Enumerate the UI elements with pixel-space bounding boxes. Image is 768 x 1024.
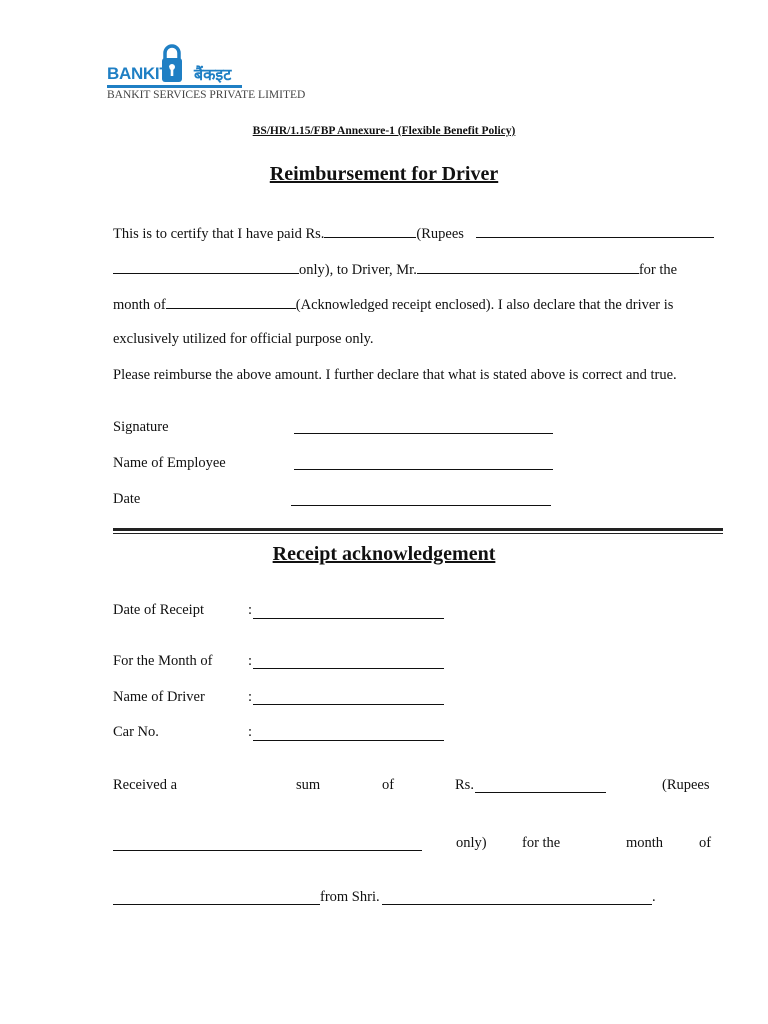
employee-name-label: Name of Employee bbox=[113, 455, 226, 471]
certify-line-1 bbox=[113, 223, 464, 243]
rupees-label: (Rupees bbox=[416, 226, 464, 242]
signature-label: Signature bbox=[113, 419, 169, 435]
receipt-amount-field[interactable] bbox=[475, 792, 606, 793]
receipt-rupees-in-words-field[interactable] bbox=[113, 850, 422, 851]
of-text-2: of bbox=[699, 835, 712, 851]
receipt-title: Receipt acknowledgement bbox=[272, 543, 496, 565]
acknowledged-text: (Acknowledged receipt enclosed). I also declare that the driver is bbox=[295, 297, 674, 313]
for-the-text: for the bbox=[638, 262, 678, 278]
period-text: . bbox=[652, 889, 656, 905]
name-of-driver-field[interactable] bbox=[253, 704, 444, 705]
colon: : bbox=[248, 724, 253, 740]
colon: : bbox=[248, 653, 253, 669]
of-text: of bbox=[382, 777, 395, 793]
signature-field[interactable] bbox=[294, 433, 553, 434]
received-a-text: Received a bbox=[113, 777, 178, 793]
employee-name-field[interactable] bbox=[294, 469, 553, 470]
certify-line-2 bbox=[113, 259, 677, 279]
company-logo bbox=[107, 44, 247, 92]
date-field[interactable] bbox=[291, 505, 551, 506]
amount-field[interactable] bbox=[324, 223, 416, 238]
from-shri-text: from Shri. bbox=[320, 889, 380, 905]
from-shri-name-field[interactable] bbox=[382, 904, 652, 905]
reimbursement-title: Reimbursement for Driver bbox=[269, 163, 499, 185]
only-text: only) bbox=[456, 835, 487, 851]
company-name: BANKIT SERVICES PRIVATE LIMITED bbox=[107, 89, 306, 101]
certify-line-4: exclusively utilized for official purpose only. bbox=[113, 331, 374, 347]
for-the-text: for the bbox=[522, 835, 561, 851]
policy-reference: BS/HR/1.15/FBP Annexure-1 (Flexible Benefit Policy) bbox=[252, 125, 516, 137]
month-text: month bbox=[626, 835, 664, 851]
driver-name-field[interactable] bbox=[417, 259, 639, 274]
driver-text: only), to Driver, Mr. bbox=[299, 262, 417, 278]
logo-text: BANKIT bbox=[107, 64, 170, 83]
section-divider bbox=[113, 528, 723, 531]
for-the-month-field[interactable] bbox=[253, 668, 444, 669]
section-divider-thin bbox=[113, 533, 723, 534]
month-field[interactable] bbox=[166, 294, 296, 309]
date-label: Date bbox=[113, 491, 141, 507]
rupees-text: (Rupees bbox=[662, 777, 710, 793]
logo-text-hindi: बैंकइट bbox=[194, 65, 232, 84]
for-the-month-label: For the Month of bbox=[113, 653, 213, 669]
car-no-label: Car No. bbox=[113, 724, 159, 740]
name-of-driver-label: Name of Driver bbox=[113, 689, 205, 705]
sum-text: sum bbox=[296, 777, 321, 793]
month-of-text: month of bbox=[113, 297, 166, 313]
logo-underline bbox=[107, 85, 242, 88]
car-no-field[interactable] bbox=[253, 740, 444, 741]
certify-line-5: Please reimburse the above amount. I further declare that what is stated above is correct and true. bbox=[113, 367, 677, 383]
date-of-receipt-label: Date of Receipt bbox=[113, 602, 204, 618]
colon: : bbox=[248, 689, 253, 705]
colon: : bbox=[248, 602, 253, 618]
certify-text: This is to certify that I have paid Rs. bbox=[113, 226, 325, 242]
rupees-in-words-field[interactable] bbox=[476, 237, 714, 238]
date-of-receipt-field[interactable] bbox=[253, 618, 444, 619]
certify-line-3 bbox=[113, 294, 673, 314]
rupees-in-words-field-cont[interactable] bbox=[113, 259, 299, 274]
rs-text: Rs. bbox=[455, 777, 474, 793]
receipt-month-field[interactable] bbox=[113, 904, 320, 905]
